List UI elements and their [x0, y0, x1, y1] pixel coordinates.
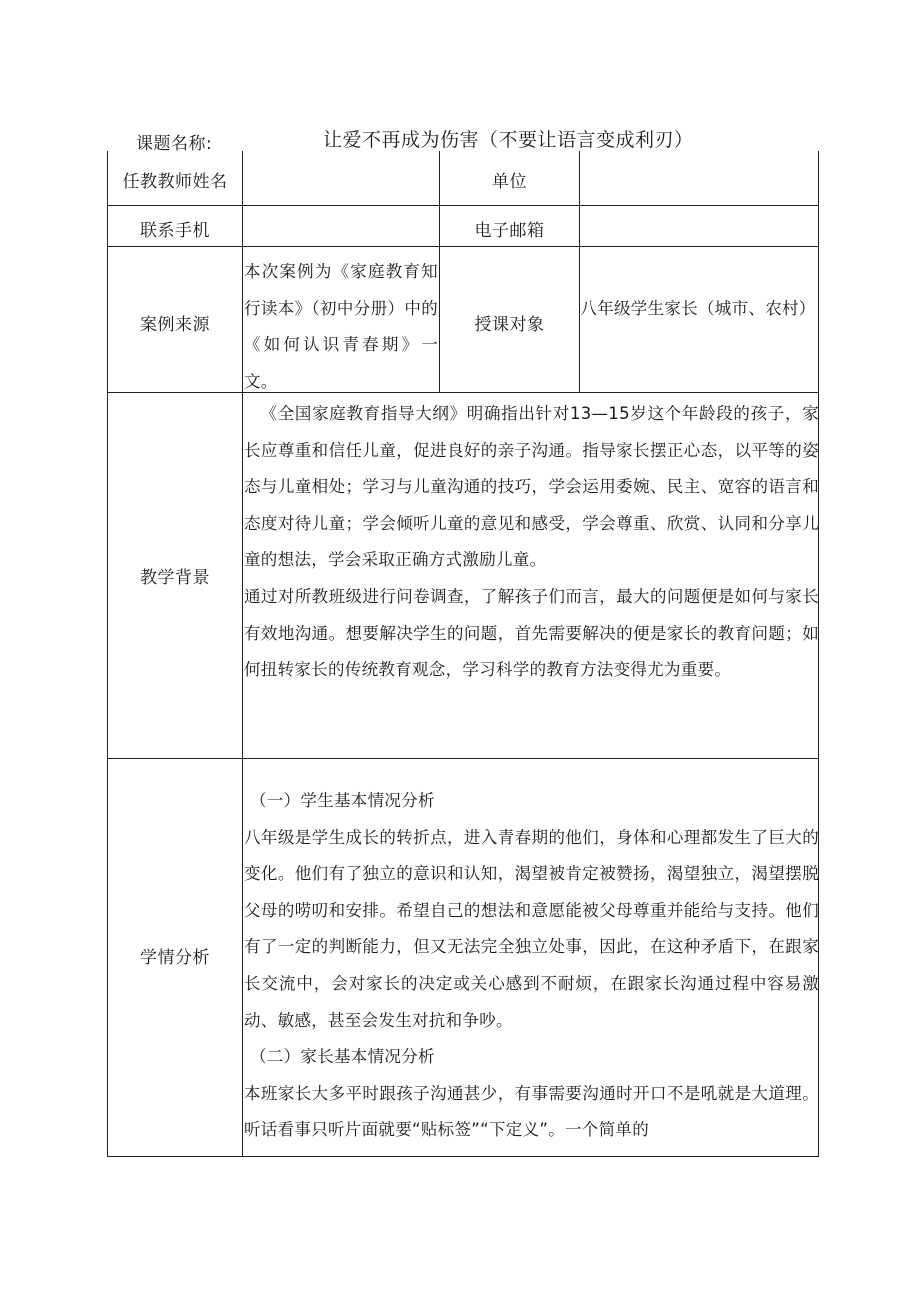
analysis-paragraph: 八年级是学生成长的转折点，进入青春期的他们，身体和心理都发生了巨大的变化。他们有了独立的意识和认知，渴望被肯定被赞扬，渴望独立，渴望摆脱父母的唠叨和安排。希望自己的想法和意愿能被父母尊重并能给与支持。他们有了一定的判断能力，但又无法完全独立处事，因此，在这种矛盾下，在跟家长交流中，会对家长的决定或关心感到不耐烦，在跟家长沟通过程中容易激动、敏感，甚至会发生对抗和争吵。 [244, 827, 819, 1030]
row-divider [108, 246, 818, 247]
analysis-subheading: （二）家长基本情况分析 [250, 1047, 435, 1067]
course-title-label: 课题名称: [136, 134, 213, 154]
row-divider [108, 205, 818, 206]
background-paragraph: 通过对所教班级进行问卷调查，了解孩子们而言，最大的问题便是如何与家长有效地沟通。想要解决学生的问题，首先需要解决的便是家长的教育问题；如何扭转家长的传统教育观念，学习科学的教育方法变得尤为重要。 [244, 586, 819, 680]
course-info-table [107, 151, 819, 1157]
teacher-name-label: 任教教师姓名 [122, 172, 228, 192]
case-source-text: 本次案例为《家庭教育知行读本》（初中分册）中的《如何认识青春期》一文。 [244, 262, 438, 391]
analysis-paragraph: 本班家长大多平时跟孩子沟通甚少，有事需要沟通时开口不是吼就是大道理。听话看事只听片面就要“贴标签”“下定义”。一个简单的 [244, 1083, 819, 1140]
teaching-background-label: 教学背景 [140, 568, 210, 588]
row-divider [108, 758, 818, 759]
column-divider [242, 151, 243, 1156]
course-title: 让爱不再成为伤害（不要让语言变成利刃） [323, 129, 694, 151]
learning-analysis-text [244, 783, 819, 1149]
email-label: 电子邮箱 [474, 221, 545, 241]
case-source-label: 案例来源 [140, 315, 210, 335]
audience-label: 授课对象 [474, 315, 545, 335]
column-divider [579, 151, 580, 392]
background-paragraph: 《全国家庭教育指导大纲》明确指出针对13—15岁这个年龄段的孩子，家长应尊重和信任儿童，促进良好的亲子沟通。指导家长摆正心态，以平等的姿态与儿童相处；学习与儿童沟通的技巧，学会运用委婉、民主、宽容的语言和态度对待儿童；学会倾听儿童的意见和感受，学会尊重、欣赏、认同和分享儿童的想法，学会采取正确方式激励儿童。 [244, 404, 819, 570]
phone-label: 联系手机 [140, 221, 210, 241]
audience-text: 八年级学生家长（城市、农村） [580, 299, 816, 318]
analysis-subheading: （一）学生基本情况分析 [250, 791, 435, 810]
row-divider [108, 392, 818, 393]
unit-label: 单位 [492, 172, 527, 192]
learning-analysis-label: 学情分析 [140, 948, 210, 968]
teaching-background-text [244, 396, 819, 689]
